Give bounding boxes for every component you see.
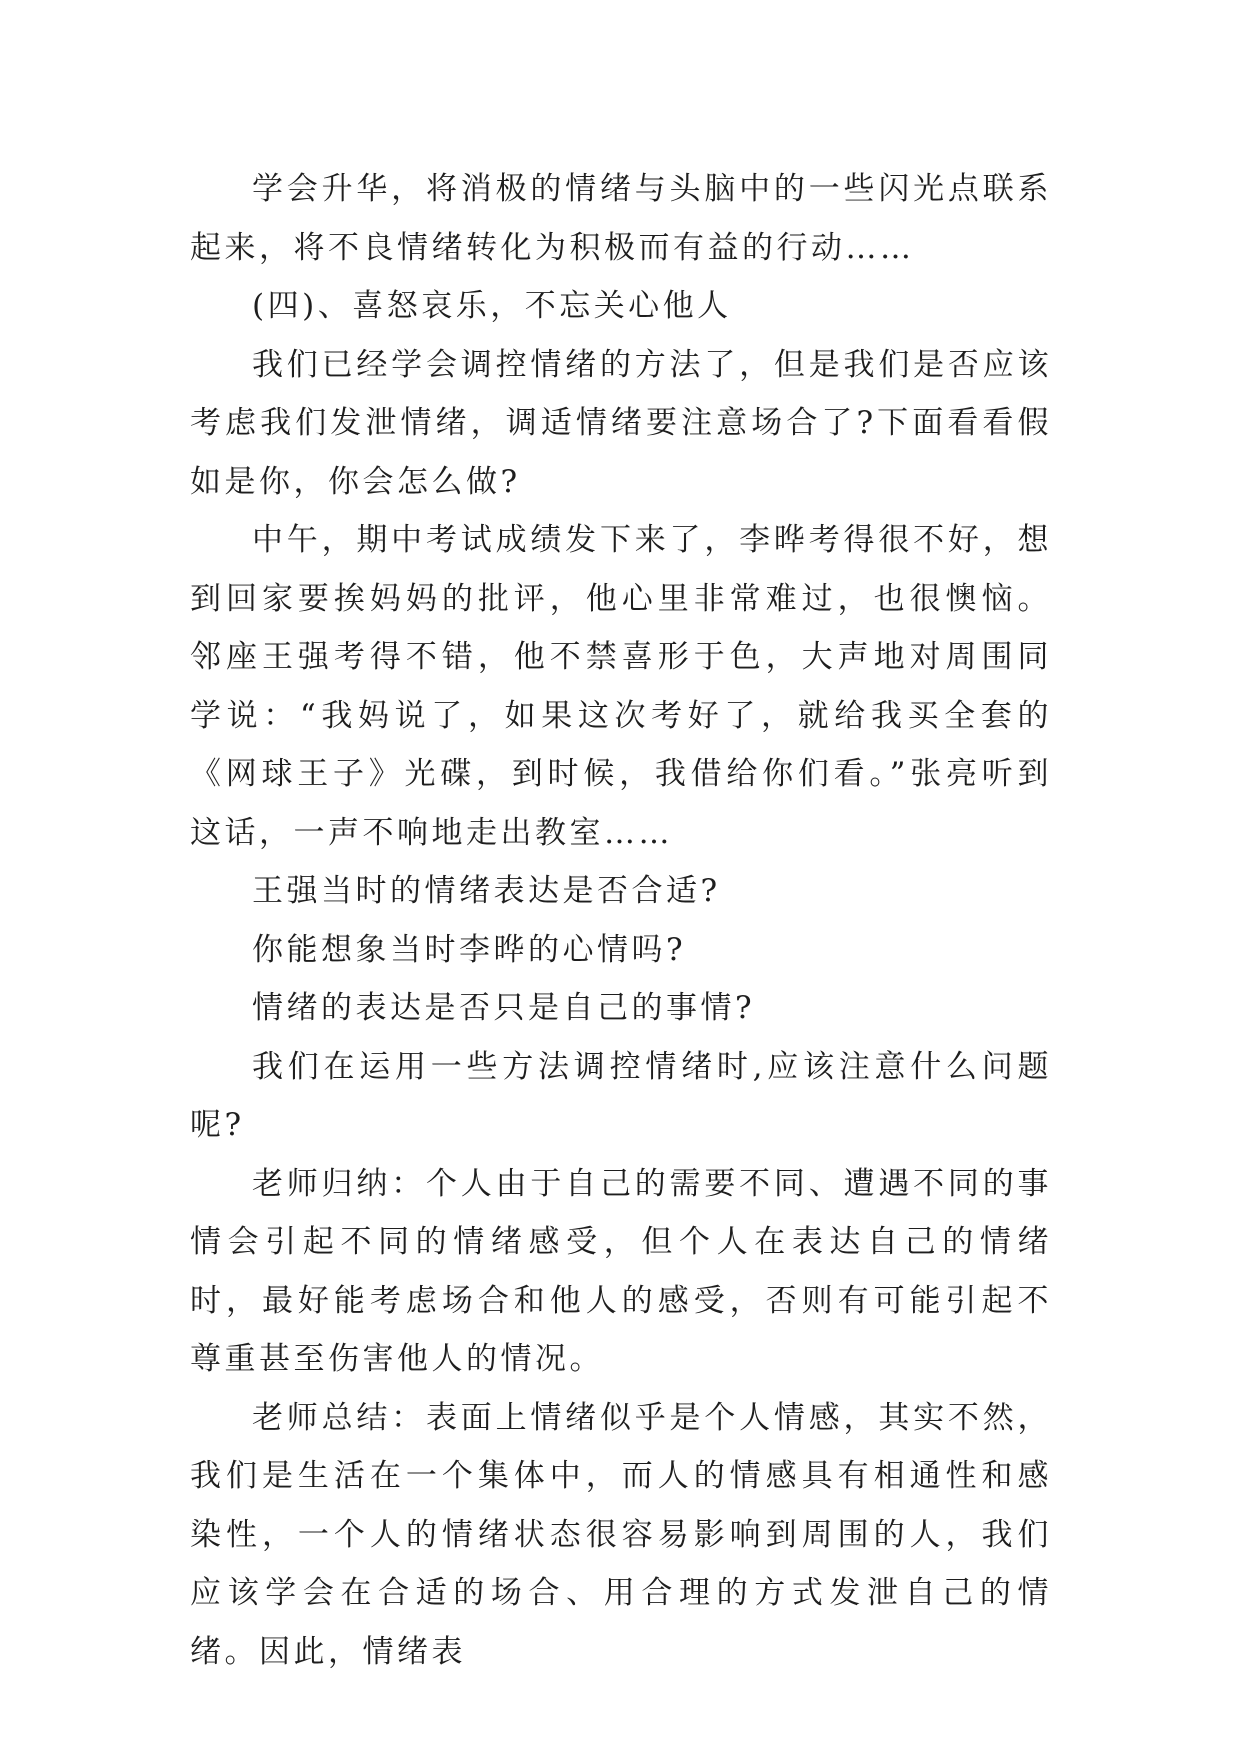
paragraph-teacher-summary-1: 老师归纳：个人由于自己的需要不同、遭遇不同的事情会引起不同的情绪感受，但个人在表达自己的情绪时，最好能考虑场合和他人的感受，否则有可能引起不尊重甚至伤害他人的情况。 [190,1165,1052,1377]
paragraph-teacher-summary-2: 老师总结：表面上情绪似乎是个人情感，其实不然，我们是生活在一个集体中，而人的情感具有相通性和感染性，一个人的情绪状态很容易影响到周围的人，我们应该学会在合适的场合、用合理的方式发泄自己的情绪。因此，情绪表 [190,1399,1052,1670]
question-3: 情绪的表达是否只是自己的事情? [252,990,756,1026]
paragraph-sublimation: 学会升华，将消极的情绪与头脑中的一些闪光点联系起来，将不良情绪转化为积极而有益的行动…… [190,171,1052,266]
document-page [190,160,1052,1681]
paragraph-intro-question: 我们已经学会调控情绪的方法了，但是我们是否应该考虑我们发泄情绪，调适情绪要注意场合了?下面看看假如是你，你会怎么做? [190,346,1052,500]
paragraph-scenario: 中午，期中考试成绩发下来了，李晔考得很不好，想到回家要挨妈妈的批评，他心里非常难过，也很懊恼。邻座王强考得不错，他不禁喜形于色，大声地对周围同学说：“我妈说了，如果这次考好了，就给我买全套的《网球王子》光碟，到时候，我借给你们看。”张亮听到这话，一声不响地走出教室…… [190,522,1052,851]
question-4: 我们在运用一些方法调控情绪时,应该注意什么问题呢? [190,1048,1052,1143]
section-heading: (四)、喜怒哀乐，不忘关心他人 [252,288,732,324]
question-2: 你能想象当时李晔的心情吗? [252,931,687,968]
question-1: 王强当时的情绪表达是否合适? [252,873,721,909]
